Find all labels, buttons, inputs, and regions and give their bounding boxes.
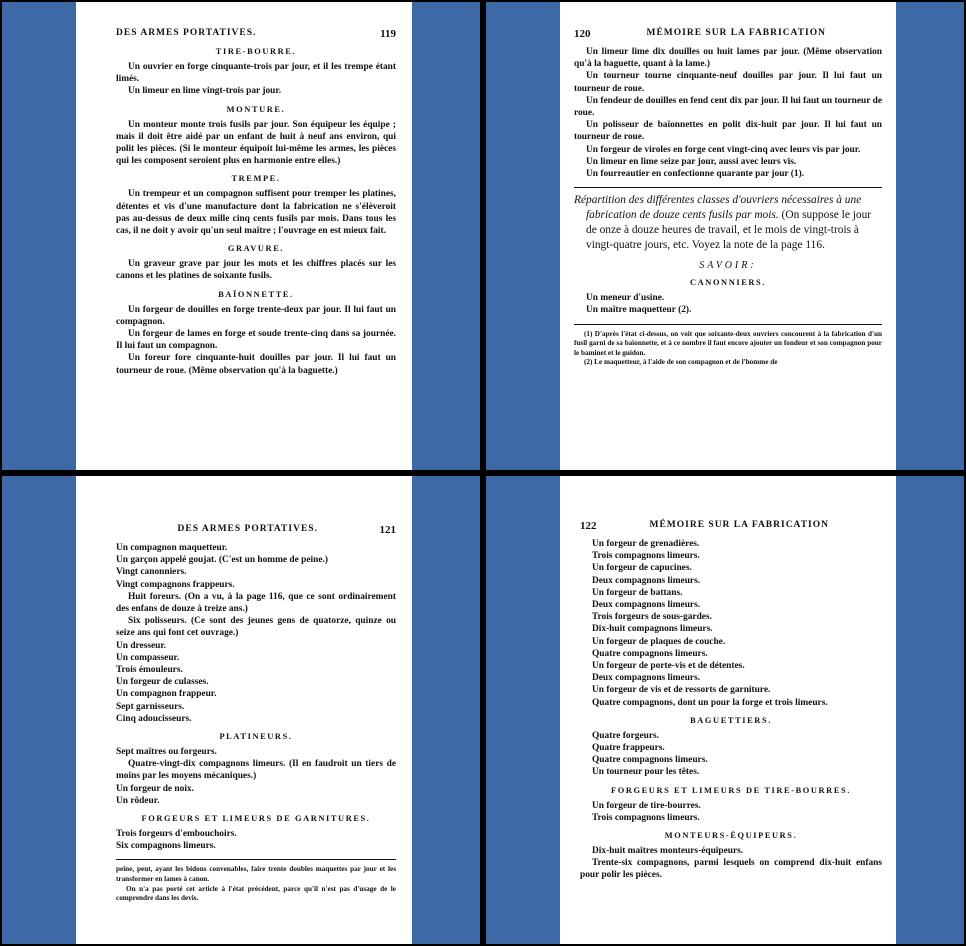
list-item: Quatre compagnons limeurs. (592, 648, 708, 659)
paragraph: Un graveur grave par jour les mots et les chiffres placés sur les canons et les platines de soixante fusils. (116, 259, 396, 282)
section-heading: MONTEURS-ÉQUIPEURS. (664, 831, 798, 841)
paragraph: Un polisseur de baïonnettes en polit dix-huit par jour. Il lui faut un tourneur de roue. (574, 120, 882, 143)
section-heading: TREMPE. (231, 174, 281, 184)
footnote: (2) Le maquetteur, à l'aide de son compagnon et de l'homme de (584, 358, 778, 367)
section-heading: CANONNIERS. (690, 278, 766, 288)
repartition-text: Répartition des différentes classes d'ouvriers nécessaires à une fabrication de douze cents fusils par mois. (574, 194, 862, 222)
list-item: Trois compagnons limeurs. (592, 812, 700, 823)
list-item: Un dresseur. (116, 640, 167, 651)
list-item: Un maître maquetteur (2). (586, 305, 692, 316)
paragraph: Un fourreautier en confectionne quarante par jour (1). (586, 169, 805, 180)
section-heading: BAGUETTIERS. (690, 715, 772, 725)
footnote-divider (574, 324, 882, 325)
list-item: Un compagnon frappeur. (116, 689, 217, 700)
footnote: On n'a pas porté cet article à l'état précédent, parce qu'il n'est pas d'usage de le comprendre dans les devis. (116, 884, 396, 903)
list-item: Quatre compagnons, dont un pour la forge et trois limeurs. (592, 697, 828, 708)
section-heading: FORGEURS ET LIMEURS DE GARNITURES. (141, 814, 371, 824)
divider (574, 187, 882, 188)
list-item: Un rôdeur. (116, 795, 160, 806)
list-item: Vingt canonniers. (116, 567, 187, 578)
running-header (580, 520, 882, 532)
list-item: Un forgeur de noix. (116, 783, 194, 794)
repartition-title (574, 193, 882, 253)
paragraph: Un limeur en lime seize par jour, aussi avec leurs vis. (586, 156, 797, 167)
header-title: MÉMOIRE SUR LA FABRICATION (649, 520, 829, 530)
page-number: 120 (574, 28, 591, 40)
header-title: DES ARMES PORTATIVES. (177, 524, 318, 534)
scan-panel-bottom-left (2, 476, 480, 944)
list-item: Un forgeur de plaques de couche. (592, 636, 726, 647)
list-item: Huit foreurs. (On a vu, à la page 116, que ce sont ordinairement des enfans de douze à treize ans.) (116, 591, 396, 615)
list-item: Deux compagnons limeurs. (592, 673, 701, 684)
paragraph: Un forgeur de lames en forge et soude trente-cinq dans sa journée. Il lui faut un compagnon. (116, 329, 396, 352)
list-item: Trois émouleurs. (116, 665, 183, 676)
list-item: Trois forgeurs d'embouchoirs. (116, 829, 237, 840)
paragraph: Un ouvrier en forge cinquante-trois par jour, et il les trempe étant limés. (116, 62, 396, 85)
scan-panel-bottom-right (486, 476, 964, 944)
paragraph: Un monteur monte trois fusils par jour. Son équipeur les équipe ; mais il doit être aidé par un enfant de huit à neuf ans environ, qui polit les pièces. (Si le monteur équipoit lui-même les armes, les pièces qui les composent seroient plus en harmonie entre elles.) (116, 119, 396, 167)
list-item: Un forgeur de culasses. (116, 677, 209, 688)
paragraph: Un foreur fore cinquante-huit douilles par jour. Il lui faut un tourneur de roue. (Même observation qu'à la baguette.) (116, 353, 396, 376)
list-item: Quatre-vingt-dix compagnons limeurs. (Il en faudroit un tiers de moins par les moyens mécaniques.) (116, 759, 396, 782)
list-item: Un meneur d'usine. (586, 293, 665, 304)
paragraph: Un tourneur tourne cinquante-neuf douilles par jour. Il lui faut un tourneur de roue. (574, 71, 882, 94)
list-item: Trois forgeurs de sous-gardes. (592, 612, 712, 623)
list-item: Dix-huit compagnons limeurs. (592, 624, 713, 635)
paragraph: Un forgeur de douilles en forge trente-deux par jour. Il lui faut un compagnon. (116, 304, 396, 327)
paragraph: Un trempeur et un compagnon suffisent pour tremper les platines, détentes et vis d'une manufacture dont la fabrication ne s'élèveroit pas au-dessus de deux mille cinq cents fusils par mois. Dans tous les cas, il ne doit y avoir qu'un seul maître ; l'ouvrage en est mieux fait. (116, 189, 396, 237)
page-number: 119 (380, 28, 396, 40)
list-item: Un forgeur de capucines. (592, 563, 692, 574)
section-heading: GRAVURE. (227, 244, 285, 254)
section-heading: FORGEURS ET LIMEURS DE TIRE-BOURRES. (611, 785, 851, 795)
page-number: 121 (379, 524, 396, 536)
list-item: Quatre frappeurs. (592, 743, 665, 754)
page-121 (76, 476, 412, 944)
paragraph: Un limeur lime dix douilles ou huit lames par jour. (Même observation qu'à la baguette, quant à la lame.) (574, 47, 882, 70)
list-item: Un compagnon maquetteur. (116, 543, 228, 553)
list-item: Sept garnisseurs. (116, 701, 185, 712)
savoir-heading: SAVOIR: (699, 260, 757, 272)
list-item: Trois compagnons limeurs. (592, 551, 700, 562)
list-item: Six compagnons limeurs. (116, 841, 216, 852)
scan-panel-top-left (2, 2, 480, 470)
running-header (116, 524, 396, 536)
section-heading: MONTURE. (226, 104, 286, 114)
list-item: Sept maîtres ou forgeurs. (116, 747, 217, 758)
list-item: Quatre compagnons limeurs. (592, 755, 708, 766)
list-item: Un forgeur de battans. (592, 587, 683, 598)
section-heading: PLATINEURS. (219, 732, 293, 742)
page-119 (76, 2, 412, 470)
list-item: Un compasseur. (116, 652, 180, 663)
list-item: Un forgeur de grenadières. (592, 539, 700, 549)
paragraph: Un limeur en lime vingt-trois par jour. (128, 86, 282, 97)
list-item: Un tourneur pour les têtes. (592, 767, 700, 778)
header-title: DES ARMES PORTATIVES. (116, 28, 257, 38)
repartition-note: (On suppose le jour de onze à douze heures de travail, et le mois de vingt-trois à vingt-quatre jours, etc. Voyez la note de la page 116. (586, 209, 872, 252)
paragraph: Un fendeur de douilles en fend cent dix par jour. Il lui faut un tourneur de roue. (574, 95, 882, 119)
list-item: Deux compagnons limeurs. (592, 600, 701, 611)
footnote: peine, peut, ayant les bidons convenables, faire trente doubles maquettes par jour et les transformer en lames à canon. (116, 865, 396, 884)
list-item: Vingt compagnons frappeurs. (116, 579, 235, 590)
page-120 (560, 2, 896, 470)
paragraph: Un forgeur de viroles en forge cent vingt-cinq avec leurs vis par jour. (586, 144, 861, 155)
list-item: Six polisseurs. (Ce sont des jeunes gens de quatorze, quinze ou seize ans qui font cet ouvrage.) (116, 616, 396, 639)
running-header (574, 28, 882, 40)
list-item: Quatre forgeurs. (592, 730, 659, 741)
list-item: Trente-six compagnons, parmi lesquels on comprend dix-huit enfans pour polir les pièces. (580, 858, 882, 881)
list-item: Dix-huit maîtres monteurs-équipeurs. (592, 846, 744, 857)
running-header (116, 28, 396, 40)
footnote-divider (116, 859, 396, 860)
list-item: Un forgeur de porte-vis et de détentes. (592, 661, 745, 672)
list-item: Deux compagnons limeurs. (592, 575, 701, 586)
footnote: (1) D'après l'état ci-dessus, on voit que soixante-deux ouvriers concourent à la fabrication d'un fusil garni de sa baïonnette, et à ce nombre il faut encore ajouter un fondeur et son compagnon pour le baminet et le guidon. (574, 329, 882, 357)
section-heading: BAÏONNETTE. (218, 289, 294, 299)
scan-panel-top-right (486, 2, 964, 470)
page-122 (560, 476, 896, 944)
list-item: Un forgeur de tire-bourres. (592, 800, 701, 811)
section-heading: TIRE-BOURRE. (215, 47, 297, 56)
list-item: Un forgeur de vis et de ressorts de garniture. (592, 685, 771, 696)
header-title: MÉMOIRE SUR LA FABRICATION (646, 28, 826, 38)
page-number: 122 (580, 520, 597, 532)
list-item: Cinq adoucisseurs. (116, 713, 192, 724)
list-item: Un garçon appelé goujat. (C'est un homme de peine.) (116, 555, 328, 566)
